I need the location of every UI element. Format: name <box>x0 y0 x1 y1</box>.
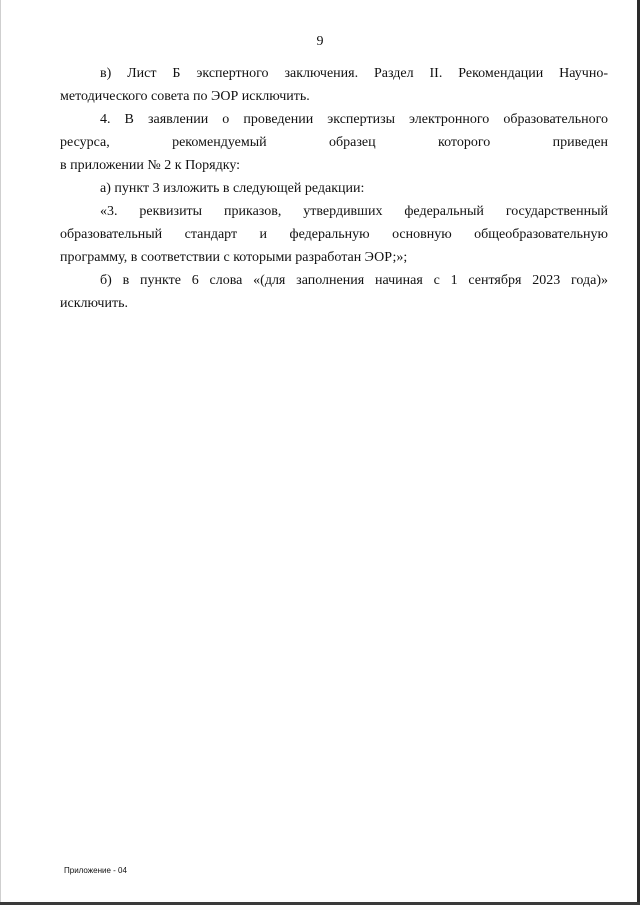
paragraph-4 <box>60 108 608 177</box>
paragraph-b <box>60 269 608 315</box>
paragraph-line: в приложении № 2 к Порядку: <box>60 158 241 173</box>
paragraph-line: ресурса, рекомендуемый образец которого приведен <box>60 135 608 150</box>
paragraph-line: 4. В заявлении о проведении экспертизы электронного образовательного <box>100 112 608 127</box>
footer-appendix-label: Приложение - 04 <box>64 866 127 875</box>
paragraph-line: методического совета по ЭОР исключить. <box>60 89 310 104</box>
paragraph-v <box>60 62 608 108</box>
paragraph-quote-3 <box>60 200 608 269</box>
paragraph-line: б) в пункте 6 слова «(для заполнения начиная с 1 сентября 2023 года)» <box>100 273 608 288</box>
paragraph-line: в) Лист Б экспертного заключения. Раздел II. Рекомендации Научно- <box>100 66 608 81</box>
paragraph-line: образовательный стандарт и федеральную основную общеобразовательную <box>60 227 608 242</box>
paragraph-line: «3. реквизиты приказов, утвердивших федеральный государственный <box>100 204 608 219</box>
paragraph-line: исключить. <box>60 296 128 311</box>
page-number: 9 <box>316 34 324 49</box>
paragraph-a <box>60 177 608 200</box>
scan-edge-left <box>0 0 1 905</box>
paragraph-line: а) пункт 3 изложить в следующей редакции: <box>100 181 365 196</box>
paragraph-line: программу, в соответствии с которыми разработан ЭОР;»; <box>60 250 408 265</box>
